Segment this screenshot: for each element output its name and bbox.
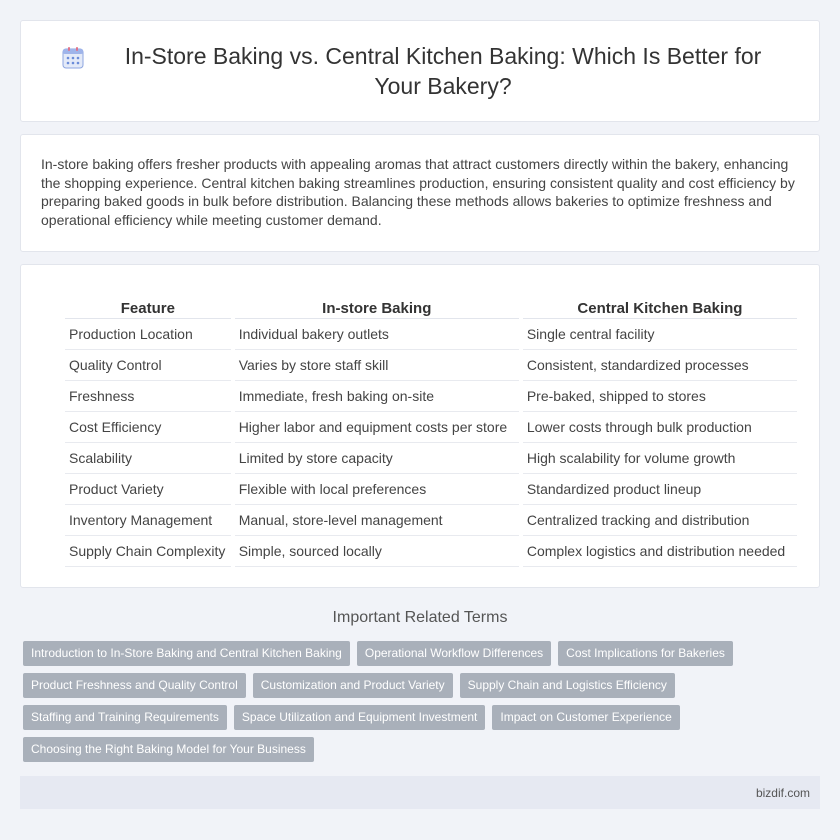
table-cell: Individual bakery outlets [235,319,519,350]
table-cell: Single central facility [523,319,797,350]
comparison-table-card [20,264,820,588]
table-cell: Scalability [65,443,231,474]
footer [20,776,820,809]
related-term-tag[interactable]: Cost Implications for Bakeries [558,641,733,666]
table-cell: Pre-baked, shipped to stores [523,381,797,412]
table-cell: Consistent, standardized processes [523,350,797,381]
table-cell: Limited by store capacity [235,443,519,474]
page-title: In-Store Baking vs. Central Kitchen Baking: Which Is Better for Your Bakery? [124,43,762,99]
table-cell: Freshness [65,381,231,412]
table-row [65,505,797,536]
related-terms-title: Important Related Terms [332,609,508,626]
related-term-tag[interactable]: Space Utilization and Equipment Investment [234,705,485,730]
table-cell: Standardized product lineup [523,474,797,505]
table-cell: Quality Control [65,350,231,381]
related-term-tag[interactable]: Product Freshness and Quality Control [23,673,246,698]
related-term-tag[interactable]: Impact on Customer Experience [492,705,679,730]
table-cell: Varies by store staff skill [235,350,519,381]
table-cell: Product Variety [65,474,231,505]
title-wrap [60,41,780,101]
table-cell: Centralized tracking and distribution [523,505,797,536]
table-row [65,381,797,412]
table-cell: Lower costs through bulk production [523,412,797,443]
table-row [65,412,797,443]
table-cell: Inventory Management [65,505,231,536]
table-cell: Production Location [65,319,231,350]
calendar-grid-icon [60,45,86,71]
related-term-tag[interactable]: Customization and Product Variety [253,673,453,698]
related-term-tag[interactable]: Choosing the Right Baking Model for Your Business [23,737,314,762]
table-row [65,536,797,567]
table-cell: Simple, sourced locally [235,536,519,567]
header-card [20,20,820,122]
table-cell: Manual, store-level management [235,505,519,536]
related-term-tag[interactable]: Introduction to In-Store Baking and Central Kitchen Baking [23,641,350,666]
table-cell: Cost Efficiency [65,412,231,443]
column-header: In-store Baking [235,293,519,319]
table-header-row [65,293,797,319]
table-row [65,474,797,505]
related-term-tag[interactable]: Operational Workflow Differences [357,641,551,666]
table-cell: Higher labor and equipment costs per store [235,412,519,443]
table-cell: Immediate, fresh baking on-site [235,381,519,412]
table-cell: Complex logistics and distribution needed [523,536,797,567]
table-cell: Flexible with local preferences [235,474,519,505]
related-term-tag[interactable]: Supply Chain and Logistics Efficiency [460,673,675,698]
related-term-tag[interactable]: Staffing and Training Requirements [23,705,227,730]
table-cell: Supply Chain Complexity [65,536,231,567]
intro-paragraph: In-store baking offers fresher products with appealing aromas that attract customers directly within the bakery, enhancing the shopping experience. Central kitchen baking streamlines production, ensuring consistent quality and cost efficiency by preparing baked goods in bulk before distribution. Balancing these methods allows bakeries to optimize freshness and operational efficiency while meeting customer demand. [41,156,795,228]
column-header: Central Kitchen Baking [523,293,797,319]
comparison-table [61,293,801,567]
intro-card [20,134,820,252]
table-row [65,350,797,381]
related-terms-list [23,641,823,769]
column-header: Feature [65,293,231,319]
footer-brand: bizdif.com [755,786,810,800]
table-row [65,443,797,474]
table-row [65,319,797,350]
table-cell: High scalability for volume growth [523,443,797,474]
